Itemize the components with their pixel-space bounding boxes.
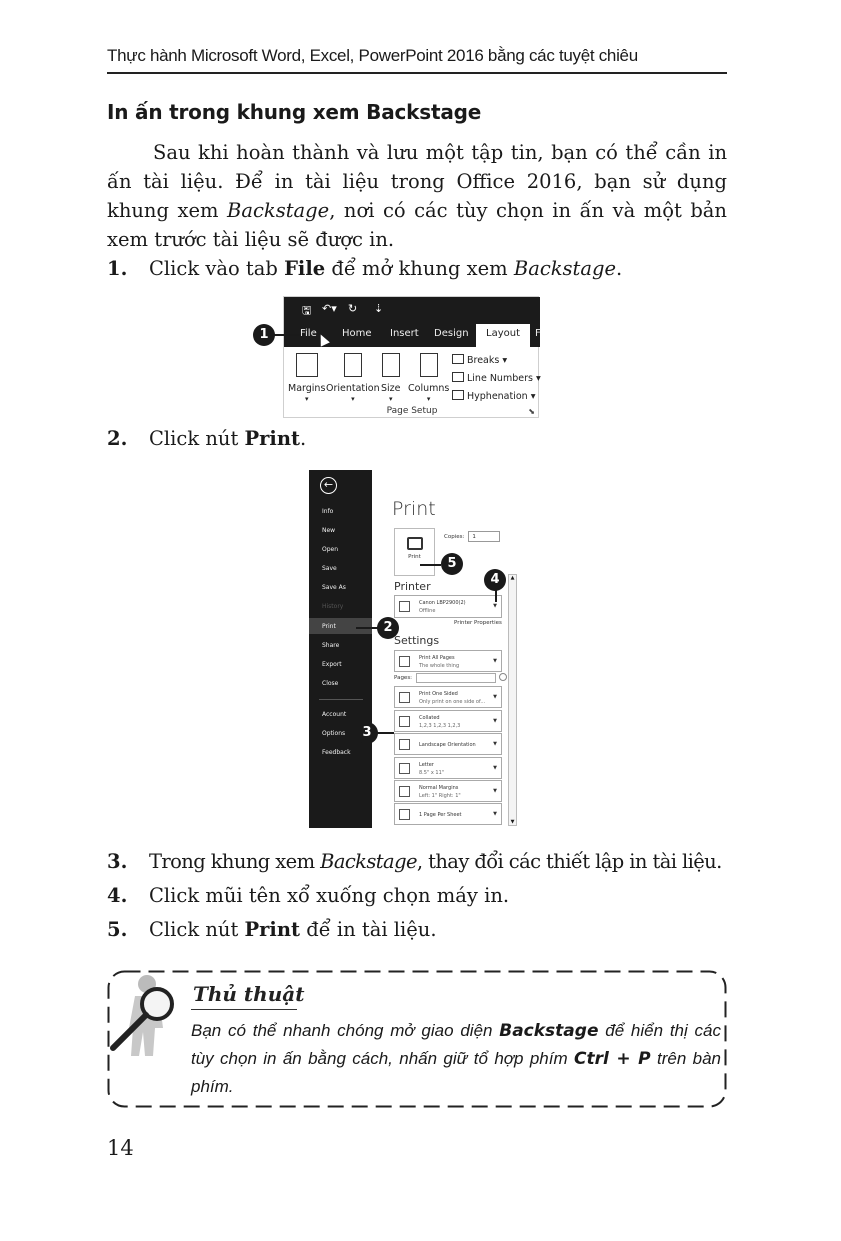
print-range-dropdown[interactable]: Print All Pages The whole thing ▼: [394, 650, 502, 672]
menu-save-as[interactable]: Save As: [322, 584, 346, 591]
backstage-sidebar: [309, 470, 372, 828]
hyphenation-icon: [452, 390, 464, 400]
copies-stepper[interactable]: 1: [468, 531, 500, 542]
back-arrow-icon[interactable]: ←: [320, 477, 337, 494]
collated-icon: [399, 716, 410, 727]
callout-1: 1: [253, 324, 275, 346]
header-rule: [107, 72, 727, 74]
save-icon[interactable]: 🖫: [302, 304, 312, 317]
orientation-icon: [344, 353, 362, 377]
margins-dropdown[interactable]: Normal Margins Left: 1" Right: 1" ▼: [394, 780, 502, 802]
callout-2: 2: [377, 617, 399, 639]
tab-file[interactable]: File: [300, 328, 317, 339]
tip-title: Thủ thuật: [193, 982, 305, 1006]
menu-export[interactable]: Export: [322, 661, 342, 668]
page-number: 14: [107, 1136, 134, 1160]
running-header: Thực hành Microsoft Word, Excel, PowerPoint 2016 bằng các tuyệt chiêu: [107, 46, 638, 65]
paper-icon: [399, 763, 410, 774]
collation-dropdown[interactable]: Collated 1,2,3 1,2,3 1,2,3 ▼: [394, 710, 502, 732]
landscape-icon: [399, 739, 410, 750]
callout-1-leader: [274, 334, 300, 336]
printer-device-icon: [399, 601, 410, 612]
step-5: 5. Click nút Print để in tài liệu.: [107, 918, 437, 941]
printer-dropdown[interactable]: Canon LBP2900(2) Offline ▼: [394, 595, 502, 618]
callout-5: 5: [441, 553, 463, 575]
callout-3-leader: [377, 732, 394, 734]
paper-size-dropdown[interactable]: Letter 8.5" x 11" ▼: [394, 757, 502, 779]
menu-options[interactable]: Options: [322, 730, 346, 737]
step-1: 1. Click vào tab File để mở khung xem Backstage.: [107, 257, 623, 280]
ribbon-screenshot: [283, 296, 539, 418]
orientation-dropdown[interactable]: Landscape Orientation ▼: [394, 733, 502, 755]
menu-new[interactable]: New: [322, 527, 336, 534]
section-title: In ấn trong khung xem Backstage: [107, 100, 482, 124]
one-sided-icon: [399, 692, 410, 703]
step-3: 3. Trong khung xem Backstage, thay đổi các thiết lập in tài liệu.: [107, 850, 722, 873]
callout-5-leader: [420, 564, 441, 566]
tab-layout[interactable]: Layout: [476, 324, 530, 347]
callout-3: 3: [356, 722, 378, 744]
dialog-launcher-icon[interactable]: ⬊: [528, 407, 535, 416]
pages-per-sheet-dropdown[interactable]: 1 Page Per Sheet ▼: [394, 803, 502, 825]
menu-info[interactable]: Info: [322, 508, 334, 515]
tip-text: Bạn có thể nhanh chóng mở giao diện Backstage để hiển thị các tùy chọn in ấn bằng cách, nhấn giữ tổ hợp phím Ctrl + P trên bàn phím.: [191, 1021, 722, 1096]
pages-row: Pages:: [394, 675, 412, 681]
margins-setting-icon: [399, 786, 410, 797]
tab-insert[interactable]: Insert: [390, 328, 419, 339]
undo-icon[interactable]: ↶▾: [322, 302, 337, 315]
margins-button[interactable]: Margins ▾: [288, 353, 325, 403]
menu-open[interactable]: Open: [322, 546, 339, 553]
breaks-button[interactable]: Breaks ▾: [452, 354, 507, 366]
size-button[interactable]: Size ▾: [381, 353, 401, 403]
menu-account[interactable]: Account: [322, 711, 347, 718]
print-button[interactable]: Print: [394, 528, 435, 576]
size-icon: [382, 353, 400, 377]
menu-close[interactable]: Close: [322, 680, 339, 687]
print-title: Print: [392, 498, 436, 520]
scroll-down-icon[interactable]: ▼: [510, 819, 515, 825]
printer-dropdown-arrow-icon[interactable]: ▼: [493, 603, 497, 609]
info-icon[interactable]: [499, 673, 507, 681]
breaks-icon: [452, 354, 464, 364]
pages-icon: [399, 656, 410, 667]
intro-paragraph: Sau khi hoàn thành và lưu một tập tin, bạn có thể cần in ấn tài liệu. Để in tài liệu trong Office 2016, bạn sử dụng khung xem Backstage, nơi có các tùy chọn in ấn và một bản xem trước tài liệu sẽ được in.: [107, 141, 727, 251]
printer-icon: [407, 537, 423, 550]
callout-4: 4: [484, 569, 506, 591]
sides-dropdown[interactable]: Print One Sided Only print on one side of... ▼: [394, 686, 502, 708]
margins-icon: [296, 353, 318, 377]
settings-scrollbar[interactable]: [508, 574, 517, 826]
columns-icon: [420, 353, 438, 377]
copies-control: Copies: 1: [444, 531, 500, 542]
printer-properties-link[interactable]: Printer Properties: [454, 620, 502, 626]
tip-box: [107, 970, 727, 1108]
callout-2-leader: [356, 627, 378, 629]
tab-design[interactable]: Design: [434, 328, 469, 339]
customize-qat-icon[interactable]: ⇣: [374, 302, 384, 315]
backstage-screenshot: [309, 470, 521, 828]
callout-4-leader: [495, 590, 497, 602]
menu-separator: [319, 699, 363, 700]
pages-input[interactable]: [416, 673, 496, 683]
magnifier-person-icon: [107, 970, 187, 1060]
tab-more[interactable]: F: [535, 328, 541, 339]
scroll-up-icon[interactable]: ▲: [510, 575, 515, 581]
step-4: 4. Click mũi tên xổ xuống chọn máy in.: [107, 884, 510, 907]
menu-history[interactable]: History: [322, 603, 344, 610]
page-per-sheet-icon: [399, 809, 410, 820]
printer-heading: Printer: [394, 580, 431, 593]
redo-icon[interactable]: ↻: [348, 302, 358, 315]
line-numbers-icon: [452, 372, 464, 382]
menu-print[interactable]: Print: [309, 618, 372, 634]
page-setup-group-label: Page Setup: [386, 406, 438, 416]
step-2: 2. Click nút Print.: [107, 427, 307, 450]
menu-save[interactable]: Save: [322, 565, 337, 572]
columns-button[interactable]: Columns ▾: [408, 353, 449, 403]
menu-feedback[interactable]: Feedback: [322, 749, 351, 756]
menu-share[interactable]: Share: [322, 642, 340, 649]
tip-title-underline: [191, 1009, 297, 1010]
line-numbers-button[interactable]: Line Numbers ▾: [452, 372, 541, 384]
hyphenation-button[interactable]: Hyphenation ▾: [452, 390, 536, 402]
orientation-button[interactable]: Orientation ▾: [326, 353, 380, 403]
tab-home[interactable]: Home: [342, 328, 372, 339]
quick-access-toolbar: [284, 297, 540, 322]
settings-heading: Settings: [394, 634, 440, 647]
backstage-print-pane: [372, 470, 521, 828]
